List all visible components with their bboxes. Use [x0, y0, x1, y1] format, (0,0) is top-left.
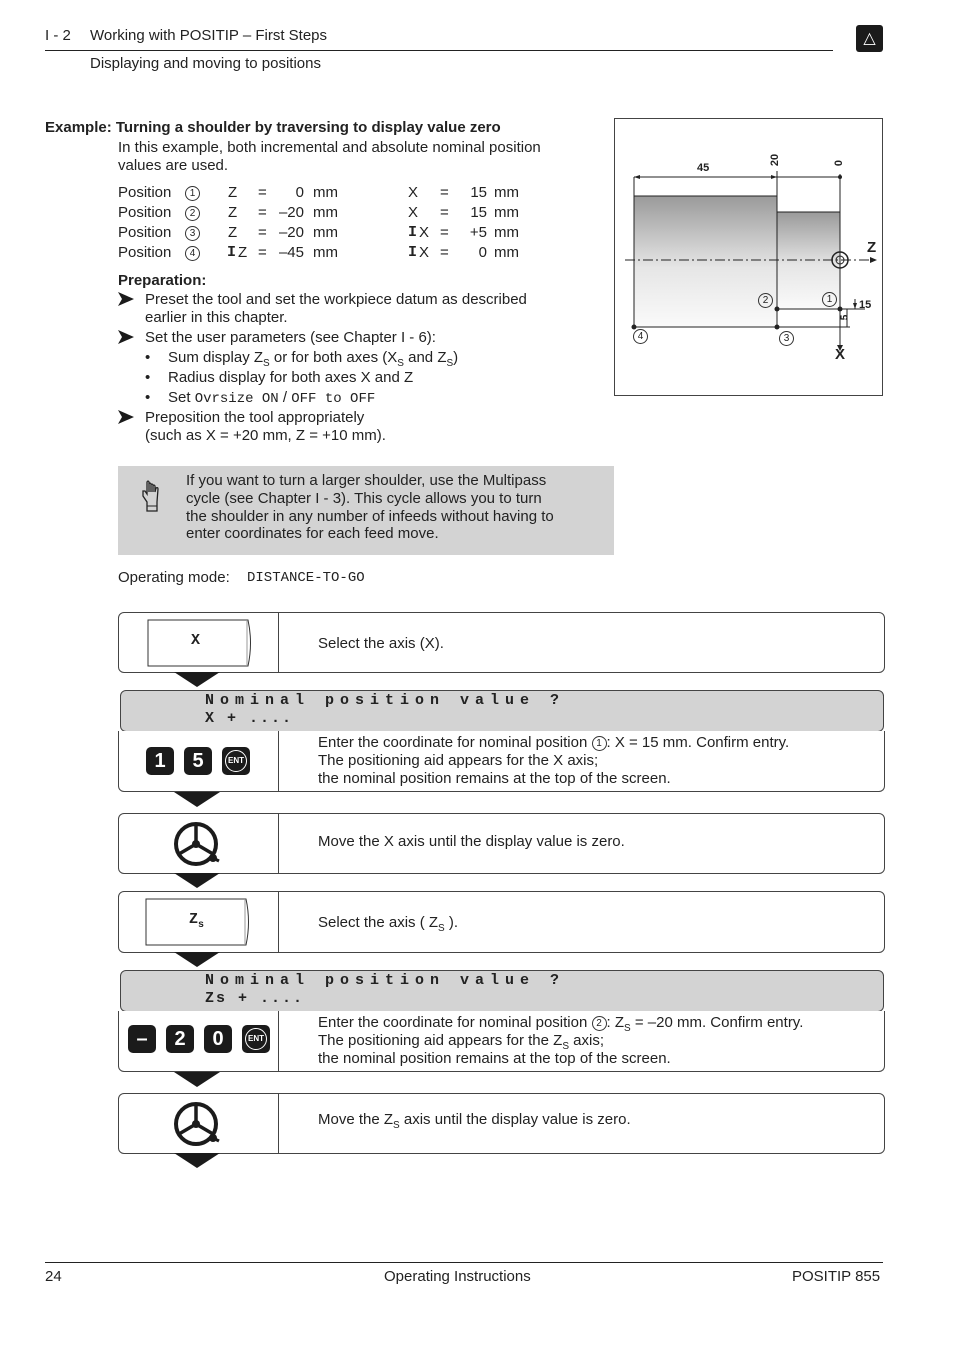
- key-5-button[interactable]: 5: [184, 747, 212, 775]
- step-text: Move the X axis until the display value is zero.: [318, 833, 625, 850]
- flow-arrow-icon: [174, 873, 220, 888]
- axis2: X: [408, 204, 419, 221]
- unit1: mm: [313, 184, 338, 201]
- position-number: 1: [592, 736, 607, 751]
- sub-bullet-radius-display: Radius display for both axes X and Z: [168, 369, 414, 386]
- step-select-x: [118, 612, 885, 673]
- note-line-3: the shoulder in any number of infeeds without having to: [186, 508, 554, 525]
- note-line-4: enter coordinates for each feed move.: [186, 525, 439, 542]
- value2: 0: [478, 244, 487, 261]
- handwheel-icon: [173, 821, 221, 874]
- text: axis;: [569, 1032, 605, 1049]
- value1: –20: [278, 204, 304, 221]
- key-2-button[interactable]: 2: [166, 1025, 194, 1053]
- bullet-dot: •: [145, 389, 151, 406]
- position-number: 2: [592, 1016, 607, 1031]
- position-number: 1: [185, 186, 200, 201]
- value2: +5: [469, 224, 487, 241]
- header-rule: [45, 50, 833, 51]
- subscript: S: [446, 358, 454, 369]
- equals: =: [440, 184, 449, 201]
- unit1: mm: [313, 244, 338, 261]
- sub-bullet-oversize: [168, 389, 375, 408]
- operating-mode-label: Operating mode:: [118, 569, 230, 586]
- unit2: mm: [494, 244, 519, 261]
- text: Enter the coordinate for nominal position: [318, 1014, 592, 1031]
- equals: =: [258, 204, 267, 221]
- text: or for both axes (X: [269, 349, 398, 366]
- value1: 0: [295, 184, 304, 201]
- text: Enter the coordinate for nominal position: [318, 734, 592, 751]
- ent-label: ENT: [245, 1028, 267, 1050]
- text: Set: [168, 389, 195, 406]
- text: Sum display Z: [168, 349, 264, 366]
- step-divider: [278, 1011, 279, 1071]
- hand-pointer-icon: [140, 478, 164, 517]
- key-1-button[interactable]: 1: [146, 747, 174, 775]
- value2: 15: [470, 204, 487, 221]
- text: : Z: [606, 1014, 624, 1031]
- equals: =: [258, 224, 267, 241]
- subscript: S: [393, 1120, 400, 1131]
- header-title: Working with POSITIP – First Steps: [90, 27, 328, 44]
- subscript: S: [263, 358, 270, 369]
- position-number: 2: [185, 206, 200, 221]
- dim-45-label: 45: [697, 162, 710, 174]
- dim-20-label: 20: [769, 153, 782, 167]
- code: OFF: [350, 391, 376, 407]
- example-intro-2: values are used.: [118, 157, 229, 174]
- axis-x-label: X: [835, 346, 846, 363]
- axis-zs-key[interactable]: [145, 898, 247, 944]
- position-label: Position: [118, 224, 172, 241]
- key-0-button[interactable]: 0: [204, 1025, 232, 1053]
- value1: –20: [278, 224, 304, 241]
- footer-product: POSITIP 855: [792, 1268, 881, 1285]
- prep-bullet-2: Set the user parameters (see Chapter I - 6):: [145, 329, 436, 346]
- flow-arrow-icon: [174, 792, 220, 807]
- point-2-marker: 2: [758, 293, 773, 308]
- step-text-line3: the nominal position remains at the top of the screen.: [318, 770, 671, 787]
- screen-prompt: Nominal position value ?: [205, 972, 566, 989]
- unit1: mm: [313, 224, 338, 241]
- position-number: 3: [185, 226, 200, 241]
- unit2: mm: [494, 184, 519, 201]
- prep-bullet-1-line1: Preset the tool and set the workpiece datum as described: [145, 291, 527, 308]
- screen-input: X + ....: [205, 710, 294, 727]
- step-divider: [278, 814, 279, 873]
- display-screen-x: [120, 690, 884, 732]
- key-minus-button[interactable]: –: [128, 1025, 156, 1053]
- axis2: X: [419, 244, 430, 261]
- axis2: X: [408, 184, 419, 201]
- subscript: S: [562, 1041, 569, 1052]
- step-text: [318, 1111, 631, 1135]
- flow-arrow-icon: [174, 672, 220, 687]
- example-heading: Example: Turning a shoulder by traversing to display value zero: [45, 119, 501, 136]
- unit1: mm: [313, 204, 338, 221]
- step-enter-zs-value: [118, 1011, 885, 1072]
- subscript: S: [438, 923, 445, 934]
- step-divider: [278, 613, 279, 672]
- step-text-line1: [318, 734, 789, 752]
- warning-triangle-icon: △: [856, 25, 883, 52]
- point-1-marker: 1: [822, 292, 837, 307]
- chapter-number: I - 2: [45, 27, 71, 44]
- point-4-marker: 4: [633, 329, 648, 344]
- screen-input: Zs + ....: [205, 990, 305, 1007]
- example-intro-1: In this example, both incremental and absolute nominal position: [118, 139, 541, 156]
- flow-arrow-icon: [174, 1153, 220, 1168]
- prep-bullet-3-line1: Preposition the tool appropriately: [145, 409, 365, 426]
- subscript: S: [624, 1023, 631, 1034]
- bullet-dot: •: [145, 369, 151, 386]
- note-line-1: If you want to turn a larger shoulder, use the Multipass: [186, 472, 547, 489]
- incremental-prefix: I: [227, 244, 237, 261]
- text: ).: [444, 914, 459, 931]
- value1: –45: [278, 244, 304, 261]
- dim-5-label: 5: [839, 314, 851, 321]
- code: Ovrsize ON: [194, 391, 279, 407]
- note-box: [118, 466, 614, 555]
- header-subtitle: Displaying and moving to positions: [90, 55, 321, 72]
- arrow-bullet-icon: [118, 410, 134, 427]
- prep-bullet-1-line2: earlier in this chapter.: [145, 309, 288, 326]
- arrow-bullet-icon: [118, 330, 134, 347]
- ent-label: ENT: [225, 750, 247, 772]
- footer-center: Operating Instructions: [384, 1268, 531, 1285]
- screen-prompt: Nominal position value ?: [205, 692, 566, 709]
- axis-z-label: Z: [867, 239, 877, 256]
- step-move-zs: [118, 1093, 885, 1154]
- axis1: Z: [228, 224, 238, 241]
- prep-bullet-3-line2: (such as X = +20 mm, Z = +10 mm).: [145, 427, 386, 444]
- position-label: Position: [118, 244, 172, 261]
- display-screen-zs: [120, 970, 884, 1012]
- step-text: Select the axis (X).: [318, 635, 444, 652]
- axis2: X: [419, 224, 430, 241]
- text: Select the axis ( Z: [318, 914, 439, 931]
- text: /: [278, 389, 292, 406]
- code: to: [316, 391, 351, 407]
- ent-key-button[interactable]: [242, 1025, 270, 1053]
- text: The positioning aid appears for the Z: [318, 1032, 563, 1049]
- code: OFF: [291, 391, 317, 407]
- incremental-prefix: I: [408, 224, 418, 241]
- axis-x-key[interactable]: [147, 619, 249, 665]
- point-3-marker: 3: [779, 331, 794, 346]
- note-line-2: cycle (see Chapter I - 3). This cycle allows you to turn: [186, 490, 542, 507]
- text: = –20 mm. Confirm entry.: [630, 1014, 804, 1031]
- position-number: 4: [185, 246, 200, 261]
- unit2: mm: [494, 204, 519, 221]
- position-label: Position: [118, 184, 172, 201]
- equals: =: [440, 224, 449, 241]
- axis1: Z: [228, 184, 238, 201]
- step-text-line2: The positioning aid appears for the X axis;: [318, 752, 599, 769]
- text: : X = 15 mm. Confirm entry.: [606, 734, 790, 751]
- dim-0-label: 0: [833, 159, 846, 167]
- position-label: Position: [118, 204, 172, 221]
- step-select-zs: [118, 891, 885, 953]
- step-move-x: [118, 813, 885, 874]
- operating-mode-value: DISTANCE-TO-GO: [247, 570, 365, 586]
- equals: =: [258, 244, 267, 261]
- incremental-prefix: I: [408, 244, 418, 261]
- axis1: Z: [238, 244, 248, 261]
- axis-letter: Z: [189, 911, 199, 928]
- ent-key-button[interactable]: [222, 747, 250, 775]
- step-text: [318, 914, 458, 938]
- dim-15-label: 15: [859, 299, 872, 311]
- text: Move the Z: [318, 1111, 394, 1128]
- subscript: s: [198, 920, 205, 931]
- text: axis until the display value is zero.: [399, 1111, 631, 1128]
- flow-arrow-icon: [174, 952, 220, 967]
- axis-key-label: X: [191, 632, 201, 649]
- equals: =: [440, 204, 449, 221]
- footer-rule: [45, 1262, 883, 1263]
- axis1: Z: [228, 204, 238, 221]
- handwheel-icon: [173, 1101, 221, 1154]
- subscript: S: [397, 358, 404, 369]
- flow-arrow-icon: [174, 1072, 220, 1087]
- step-divider: [278, 892, 279, 952]
- workpiece-diagram: [614, 118, 883, 396]
- arrow-bullet-icon: [118, 292, 134, 309]
- text: and Z: [403, 349, 447, 366]
- page-number: 24: [45, 1268, 62, 1285]
- equals: =: [440, 244, 449, 261]
- text: ): [453, 349, 459, 366]
- step-enter-x-value: [118, 731, 885, 792]
- equals: =: [258, 184, 267, 201]
- value2: 15: [470, 184, 487, 201]
- bullet-dot: •: [145, 349, 151, 366]
- unit2: mm: [494, 224, 519, 241]
- preparation-heading: Preparation:: [118, 272, 207, 289]
- step-divider: [278, 1094, 279, 1153]
- axis-key-label: [189, 911, 204, 931]
- step-text-line3: the nominal position remains at the top of the screen.: [318, 1050, 671, 1067]
- step-divider: [278, 731, 279, 791]
